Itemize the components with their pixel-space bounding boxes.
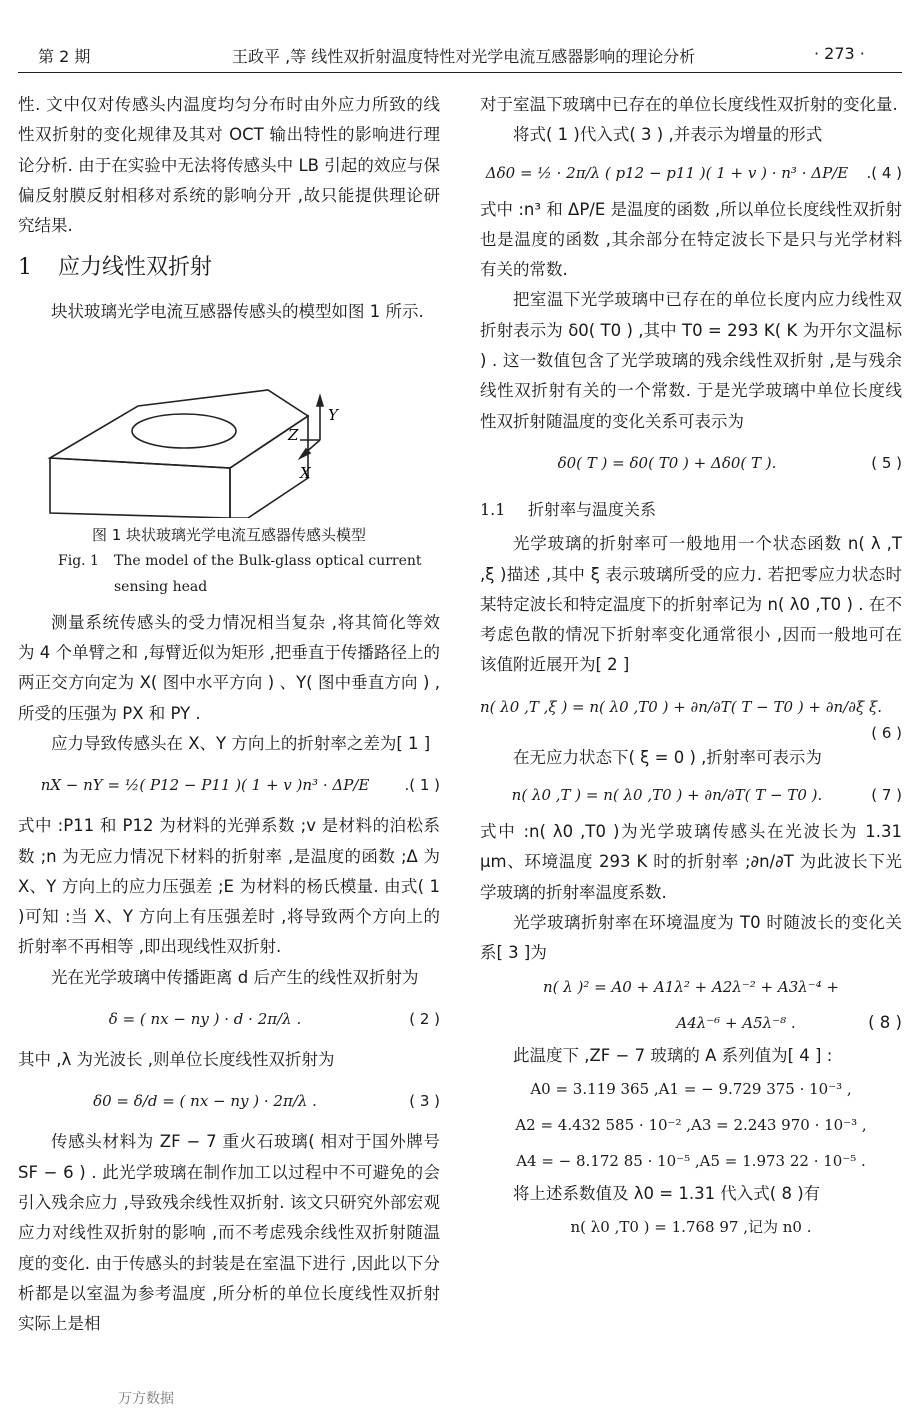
paragraph: 光学玻璃的折射率可一般地用一个状态函数 n( λ ,T ,ξ )描述 ,其中 ξ 表示玻璃所受的应力. 若把零应力状态时某特定波长和特定温度下的折射率记为 n( λ0 ,T0 ) . 在不考虑色散的情况下折射率变化通常很小 ,因而一般地可在该值附近展开为[ 2 ] (480, 534, 902, 675)
paragraph: 其中 ,λ 为光波长 ,则单位长度线性双折射为 (18, 1050, 335, 1070)
coefficient-line: A2 = 4.432 585 · 10⁻² ,A3 = 2.243 970 · 10⁻³ , (515, 1115, 867, 1134)
equation-number: ( 2 ) (409, 1010, 440, 1029)
equation-1 (18, 759, 440, 811)
caption-line-1: The model of the Bulk-glass optical current (114, 552, 422, 569)
equation-3 (18, 1075, 440, 1127)
equation-number: ( 7 ) (871, 786, 902, 805)
paragraph: 式中 :n( λ0 ,T0 )为光学玻璃传感头在光波长为 1.31 μm、环境温度 293 K 时的折射率 ;∂n/∂T 为此波长下光学玻璃的折射率温度系数. (480, 822, 902, 902)
subsection-heading (480, 495, 902, 525)
coefficient-line: A0 = 3.119 365 ,A1 = − 9.729 375 · 10⁻³ , (530, 1079, 852, 1098)
left-column (18, 90, 440, 1339)
equation-2 (18, 993, 440, 1045)
running-title: 王政平 ,等 线性双折射温度特性对光学电流互感器影响的理论分析 (232, 47, 696, 66)
equation-body: Δδ0 = ½ · 2π/λ ( p12 − p11 )( 1 + v ) · n³ · ΔP/E (485, 163, 849, 182)
page-number: · 273 · (814, 44, 865, 63)
header-rule (18, 72, 902, 73)
equation-body: δ0( T ) = δ0( T0 ) + Δδ0( T ). (557, 453, 777, 472)
right-column (480, 90, 902, 1245)
paragraph: 式中 :n³ 和 ΔP/E 是温度的函数 ,所以单位长度线性双折射也是温度的函数 ,其余部分在特定波长下是只与光学材料有关的常数. (480, 199, 902, 280)
paragraph: 在无应力状态下( ξ = 0 ) ,折射率可表示为 (513, 747, 822, 767)
equation-body: nX − nY = ½( P12 − P11 )( 1 + v )n³ · ΔP/E (40, 776, 370, 795)
equation-body: n( λ0 ,T ,ξ ) = n( λ0 ,T0 ) + ∂n/∂T( T − T0 ) + ∂n/∂ξ ξ. (480, 697, 883, 716)
axis-z-label: Z (288, 425, 299, 444)
section-number: 1 (18, 255, 32, 281)
equation-number: ( 3 ) (409, 1092, 440, 1111)
equation-body: n( λ0 ,T ) = n( λ0 ,T0 ) + ∂n/∂T( T − T0 ). (511, 786, 823, 805)
figure-label: Fig. 1 (58, 552, 99, 569)
equation-number: ( 5 ) (871, 453, 902, 472)
equation-7 (480, 773, 902, 817)
page-header (0, 0, 920, 76)
figure-1 (18, 328, 440, 518)
figure-caption-cn: 图 1 块状玻璃光学电流互感器传感头模型 (91, 525, 367, 544)
subsection-title: 折射率与温度关系 (528, 499, 657, 519)
coefficient-line: A4 = − 8.172 85 · 10⁻⁵ ,A5 = 1.973 22 · 10⁻⁵ . (516, 1151, 866, 1170)
paragraph: 应力导致传感头在 X、Y 方向上的折射率之差为[ 1 ] (51, 733, 431, 753)
equation-body: δ = ( nx − ny ) · d · 2π/λ . (108, 1010, 302, 1029)
watermark: 万方数据 (118, 1391, 174, 1407)
paragraph: 传感头材料为 ZF − 7 重火石玻璃( 相对于国外牌号 SF − 6 ) . 此光学玻璃在制作加工以过程中不可避免的会引入残余应力 ,导致残余线性双折射. 该文只研究外部宏观应力对线性双折射的影响 ,而不考虑残余线性双折射随温度的变化. 由于传感头的封装是在室温下进行 ,因此以下分析都是以室温为参考温度 ,所分析的单位长度线性双折射实际上是相 (18, 1132, 440, 1334)
paragraph: 此温度下 ,ZF − 7 玻璃的 A 系列值为[ 4 ] : (513, 1045, 833, 1065)
section-title: 应力线性双折射 (58, 255, 213, 281)
paragraph: 光学玻璃折射率在环境温度为 T0 时随波长的变化关系[ 3 ]为 (480, 912, 902, 963)
paragraph: 将上述系数值及 λ0 = 1.31 代入式( 8 )有 (513, 1183, 821, 1203)
equation-6 (480, 681, 902, 742)
result-line: n( λ0 ,T0 ) = 1.768 97 ,记为 n0 . (570, 1218, 812, 1237)
equation-5 (480, 437, 902, 489)
equation-body: δ0 = δ/d = ( nx − ny ) · 2π/λ . (93, 1092, 317, 1111)
subsection-number: 1.1 (480, 499, 506, 519)
equation-number: .( 4 ) (866, 163, 902, 182)
equation-line: A4λ⁻⁶ + A5λ⁻⁸ . (676, 1013, 796, 1032)
figure-caption-en (18, 548, 440, 600)
equation-number: .( 1 ) (404, 776, 440, 795)
axis-x-label: X (300, 463, 311, 482)
paragraph: 对于室温下玻璃中已存在的单位长度线性双折射的变化量. (480, 95, 898, 114)
issue-label: 第 2 期 (38, 47, 91, 66)
paragraph: 式中 :P11 和 P12 为材料的光弹系数 ;v 是材料的泊松系数 ;n 为无应力情况下材料的折射率 ,是温度的函数 ;Δ 为 X、Y 方向上的应力压强差 ;E 为材料的杨氏模量. 由式( 1 )可知 :当 X、Y 方向上有压强差时 ,将导致两个方向上的折射率不再相等 ,即出现线性双折射. (18, 816, 440, 957)
paragraph: 块状玻璃光学电流互感器传感头的模型如图 1 所示. (51, 302, 424, 322)
paragraph: 将式( 1 )代入式( 3 ) ,并表示为增量的形式 (513, 125, 823, 145)
paragraph: 光在光学玻璃中传播距离 d 后产生的线性双折射为 (51, 967, 419, 987)
equation-number: ( 8 ) (868, 1012, 902, 1032)
paragraph: 性. 文中仅对传感头内温度均匀分布时由外应力所致的线性双折射的变化规律及其对 OCT 输出特性的影响进行理论分析. 由于在实验中无法将传感头中 LB 引起的效应与保偏反射膜反射相移对系统的影响分开 ,故只能提供理论研究结果. (18, 95, 440, 236)
paragraph: 测量系统传感头的受力情况相当复杂 ,将其简化等效为 4 个单臂之和 ,每臂近似为矩形 ,把垂直于传播路径上的两正交方向定为 X( 图中水平方向 ) 、Y( 图中垂直方向 ) ,所受的压强为 PX 和 PY . (18, 612, 440, 723)
sensor-head-diagram (38, 328, 418, 518)
equation-8 (480, 969, 902, 1041)
axis-y-label: Y (328, 405, 338, 424)
equation-number: ( 6 ) (871, 723, 902, 742)
paragraph: 把室温下光学玻璃中已存在的单位长度内应力线性双折射表示为 δ0( T0 ) ,其中 T0 = 293 K( K 为开尔文温标 ) . 这一数值包含了光学玻璃的残余线性双折射 ,是与残余线性双折射有关的一个常数. 于是光学玻璃中单位长度线性双折射随温度的变化关系可表示为 (480, 290, 902, 431)
section-heading (18, 251, 440, 285)
caption-line-2: sensing head (114, 578, 208, 595)
equation-line: n( λ )² = A0 + A1λ² + A2λ⁻² + A3λ⁻⁴ + (542, 977, 840, 996)
equation-4 (480, 151, 902, 195)
